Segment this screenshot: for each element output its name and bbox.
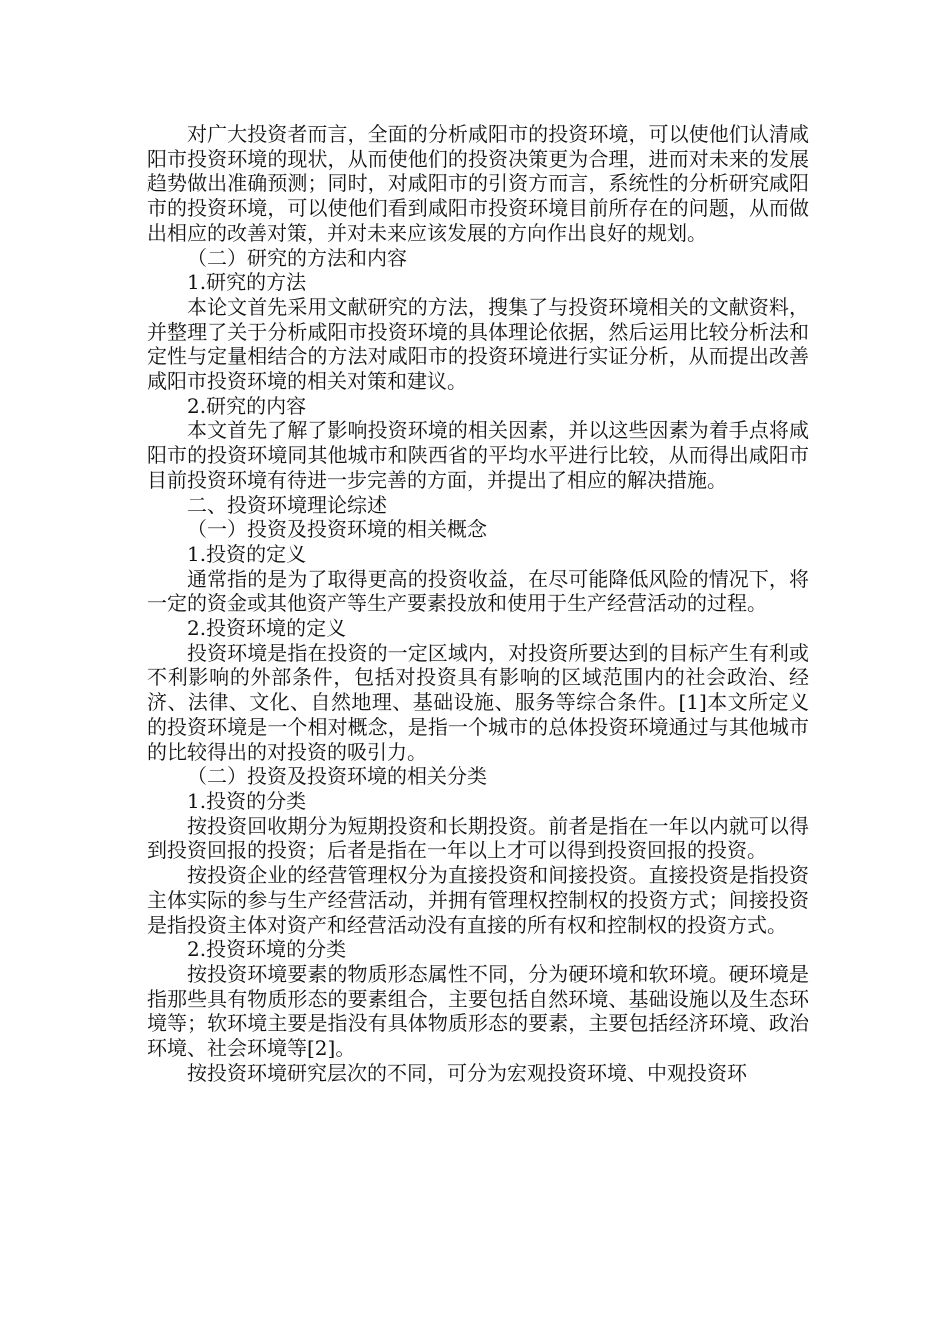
paragraph: 按投资环境研究层次的不同，可分为宏观投资环境、中观投资环	[187, 1060, 747, 1085]
paragraph: 按投资企业的经营管理权分为直接投资和间接投资。直接投资是指投资主体实际的参与生产经营活动，并拥有管理权控制权的投资方式；间接投资是指投资主体对资产和经营活动没有直接的所有权和控制权的投资方式。	[147, 863, 809, 937]
section-heading: （二）研究的方法和内容	[187, 245, 407, 270]
paragraph: 按投资环境要素的物质形态属性不同，分为硬环境和软环境。硬环境是指那些具有物质形态的要素组合，主要包括自然环境、基础设施以及生态环境等；软环境主要是指没有具体物质形态的要素，主要包括经济环境、政治环境、社会环境等[2]。	[147, 961, 809, 1061]
paragraph: 本文首先了解了影响投资环境的相关因素，并以这些因素为着手点将咸阳市的投资环境同其他城市和陕西省的平均水平进行比较，从而得出咸阳市目前投资环境有待进一步完善的方面，并提出了相应的解决措施。	[147, 418, 809, 492]
subsection-heading: 1.研究的方法	[187, 270, 307, 295]
document-page	[147, 122, 809, 1085]
section-heading: （一）投资及投资环境的相关概念	[187, 517, 487, 542]
chapter-heading: 二、投资环境理论综述	[187, 492, 387, 517]
paragraph: 本论文首先采用文献研究的方法，搜集了与投资环境相关的文献资料，并整理了关于分析咸阳市投资环境的具体理论依据，然后运用比较分析法和定性与定量相结合的方法对咸阳市的投资环境进行实证分析，从而提出改善咸阳市投资环境的相关对策和建议。	[147, 294, 809, 394]
subsection-heading: 1.投资的定义	[187, 541, 307, 566]
paragraph: 按投资回收期分为短期投资和长期投资。前者是指在一年以内就可以得到投资回报的投资；后者是指在一年以上才可以得到投资回报的投资。	[147, 813, 809, 863]
subsection-heading: 2.投资环境的分类	[187, 937, 347, 962]
paragraph: 投资环境是指在投资的一定区域内，对投资所要达到的目标产生有利或不利影响的外部条件，包括对投资具有影响的区域范围内的社会政治、经济、法律、文化、自然地理、基础设施、服务等综合条件。[1]本文所定义的投资环境是一个相对概念，是指一个城市的总体投资环境通过与其他城市的比较得出的对投资的吸引力。	[147, 640, 809, 764]
paragraph: 通常指的是为了取得更高的投资收益，在尽可能降低风险的情况下，将一定的资金或其他资产等生产要素投放和使用于生产经营活动的过程。	[147, 566, 809, 616]
subsection-heading: 1.投资的分类	[187, 788, 307, 813]
subsection-heading: 2.投资环境的定义	[187, 616, 347, 641]
paragraph: 对广大投资者而言，全面的分析咸阳市的投资环境，可以使他们认清咸阳市投资环境的现状，从而使他们的投资决策更为合理，进而对未来的发展趋势做出准确预测；同时，对咸阳市的引资方而言，系统性的分析研究咸阳市的投资环境，可以使他们看到咸阳市投资环境目前所存在的问题，从而做出相应的改善对策，并对未来应该发展的方向作出良好的规划。	[147, 122, 809, 245]
section-heading: （二）投资及投资环境的相关分类	[187, 764, 487, 789]
subsection-heading: 2.研究的内容	[187, 393, 307, 418]
